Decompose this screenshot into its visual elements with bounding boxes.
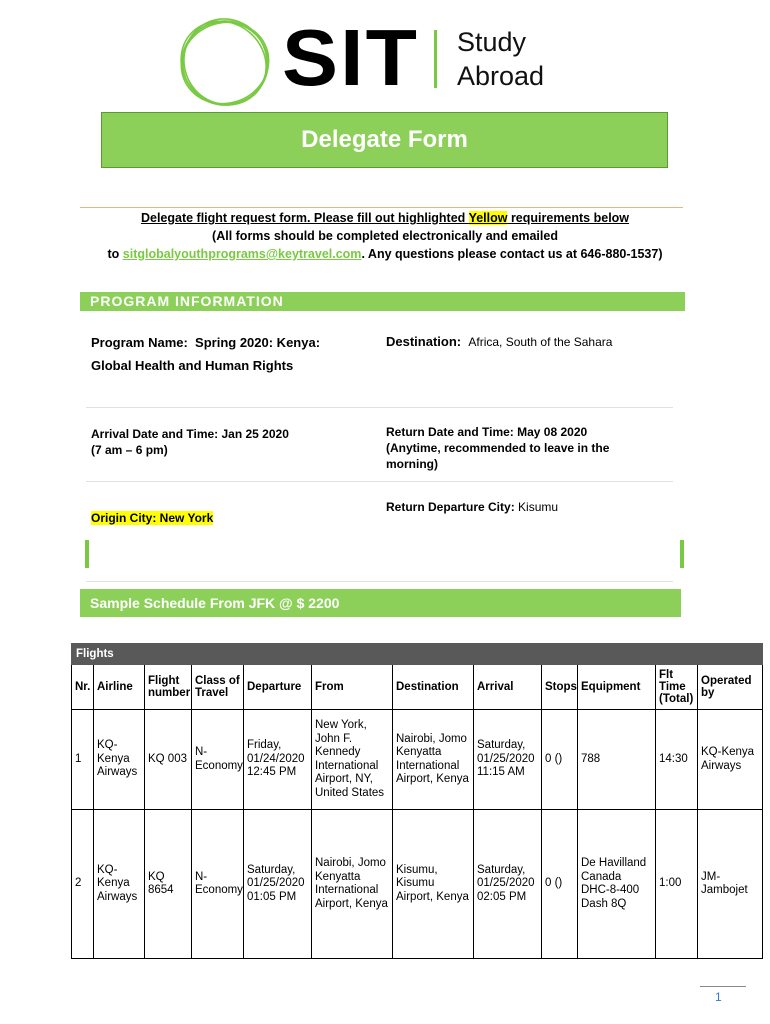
arrival-field <box>91 426 289 458</box>
program-name-value: Spring 2020: Kenya: <box>195 335 321 350</box>
program-name-field <box>91 335 320 351</box>
origin-city-field[interactable] <box>91 510 213 526</box>
field-marker <box>680 540 684 568</box>
intro-highlight: Yellow <box>468 211 508 225</box>
cell-airline: KQ-Kenya Airways <box>94 810 145 959</box>
divider <box>80 207 683 208</box>
cell-departure: Friday, 01/24/2020 12:45 PM <box>244 710 312 810</box>
cell-airline: KQ-Kenya Airways <box>94 710 145 810</box>
flights-table <box>71 643 763 959</box>
destination-value: Africa, South of the Sahara <box>468 335 613 349</box>
logo-subtitle <box>457 25 544 93</box>
arrival-date: Arrival Date and Time: Jan 25 2020 <box>91 427 289 441</box>
col-header-arrival: Arrival <box>474 665 542 710</box>
cell-flt-time: 14:30 <box>656 710 698 810</box>
intro-line-3 <box>0 247 770 261</box>
cell-destination: Nairobi, Jomo Kenyatta International Airport, Kenya <box>393 710 474 810</box>
intro-line-2: (All forms should be completed electronically and emailed <box>212 229 558 243</box>
cell-class: N-Economy <box>192 710 244 810</box>
cell-operated-by: KQ-Kenya Airways <box>698 710 763 810</box>
program-name-label: Program Name: <box>91 335 188 350</box>
cell-destination: Kisumu, Kisumu Airport, Kenya <box>393 810 474 959</box>
col-header-destination: Destination <box>393 665 474 710</box>
field-marker <box>85 540 89 568</box>
cell-from: New York, John F. Kennedy International Airport, NY, United States <box>312 710 393 810</box>
destination-field <box>386 334 612 350</box>
form-title-box <box>101 112 668 168</box>
return-city-label: Return Departure City: <box>386 500 515 514</box>
table-row <box>72 710 763 810</box>
col-header-stops: Stops <box>542 665 578 710</box>
form-title: Delegate Form <box>301 126 468 153</box>
intro-text: Delegate flight request form. Please fill out highlighted <box>140 211 469 225</box>
contact-email-link[interactable]: sitglobalyouthprograms@keytravel.com <box>122 247 362 261</box>
return-date: Return Date and Time: May 08 2020 <box>386 425 588 439</box>
col-header-class: Class of Travel <box>192 665 244 710</box>
program-name-value-2: Global Health and Human Rights <box>91 358 294 373</box>
divider <box>86 581 673 582</box>
cell-nr: 2 <box>72 810 94 959</box>
cell-departure: Saturday, 01/25/2020 01:05 PM <box>244 810 312 959</box>
col-header-flight-number: Flight number <box>145 665 192 710</box>
col-header-equipment: Equipment <box>578 665 656 710</box>
table-caption-row <box>72 644 763 665</box>
cell-stops: 0 () <box>542 710 578 810</box>
destination-label: Destination: <box>386 334 462 349</box>
return-field <box>386 424 609 472</box>
cell-equipment: De Havilland Canada DHC-8-400 Dash 8Q <box>578 810 656 959</box>
return-city-value: Kisumu <box>518 500 559 514</box>
col-header-nr: Nr. <box>72 665 94 710</box>
footer-divider <box>700 986 746 987</box>
cell-equipment: 788 <box>578 710 656 810</box>
divider <box>86 481 673 482</box>
cell-arrival: Saturday, 01/25/2020 02:05 PM <box>474 810 542 959</box>
cell-from: Nairobi, Jomo Kenyatta International Airport, Kenya <box>312 810 393 959</box>
intro-line-1 <box>0 211 770 225</box>
cell-class: N-Economy <box>192 810 244 959</box>
table-row <box>72 810 763 959</box>
logo-divider <box>434 30 437 88</box>
logo-sub-study: Study <box>457 27 527 57</box>
sit-logo-circle-icon <box>176 14 274 112</box>
col-header-departure: Departure <box>244 665 312 710</box>
divider <box>86 407 673 408</box>
logo-brand: SIT <box>282 13 419 102</box>
col-header-flt-time: Flt Time (Total) <box>656 665 698 710</box>
section-header-program: PROGRAM INFORMATION <box>80 292 685 311</box>
table-caption: Flights <box>72 644 763 665</box>
return-note: morning) <box>386 457 438 471</box>
arrival-window: (7 am – 6 pm) <box>91 443 168 457</box>
cell-nr: 1 <box>72 710 94 810</box>
intro-text: requirements below <box>507 211 630 225</box>
logo-sub-abroad: Abroad <box>457 61 545 91</box>
page-number: 1 <box>715 990 722 1004</box>
cell-arrival: Saturday, 01/25/2020 11:15 AM <box>474 710 542 810</box>
cell-flt-time: 1:00 <box>656 810 698 959</box>
cell-flight-number: KQ 003 <box>145 710 192 810</box>
table-header-row <box>72 665 763 710</box>
col-header-operated-by: Operated by <box>698 665 763 710</box>
intro-text: . Any questions please contact us at 646-880-1537) <box>361 247 663 261</box>
cell-stops: 0 () <box>542 810 578 959</box>
return-note: (Anytime, recommended to leave in the <box>386 441 610 455</box>
cell-operated-by: JM-Jambojet <box>698 810 763 959</box>
col-header-from: From <box>312 665 393 710</box>
origin-city-value: Origin City: New York <box>91 511 214 525</box>
return-city-field <box>386 499 558 515</box>
cell-flight-number: KQ 8654 <box>145 810 192 959</box>
col-header-airline: Airline <box>94 665 145 710</box>
intro-text: to <box>107 247 123 261</box>
section-header-schedule: Sample Schedule From JFK @ $ 2200 <box>80 589 681 617</box>
